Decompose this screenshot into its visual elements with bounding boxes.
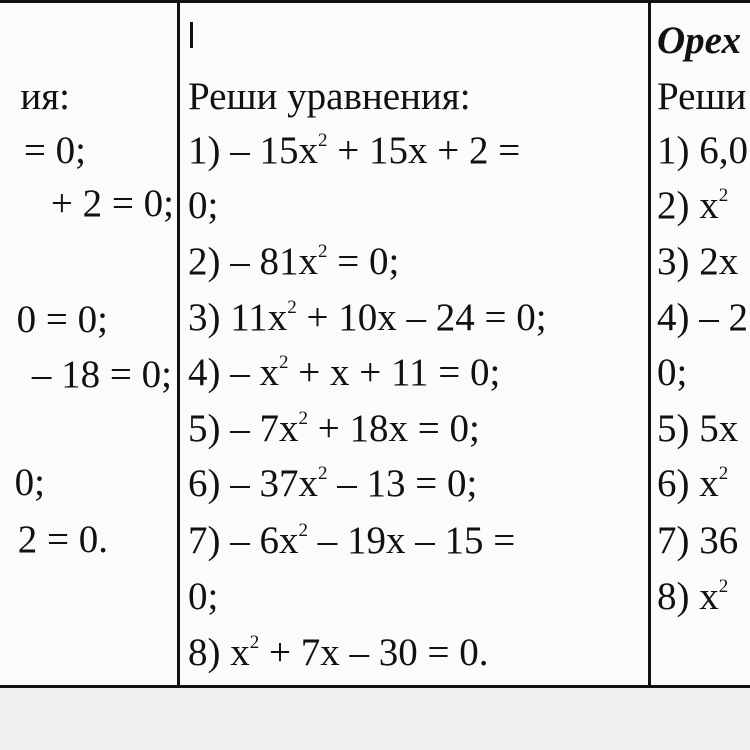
left-column bbox=[0, 0, 178, 688]
left-line: + 2 = 0; bbox=[50, 182, 174, 225]
right-title: Орех bbox=[657, 19, 741, 62]
exponent: 2 bbox=[298, 408, 308, 429]
equation-5-left: 5) – 7x bbox=[188, 407, 299, 450]
exponent: 2 bbox=[279, 352, 289, 373]
middle-heading: Реши уравнения: bbox=[188, 75, 471, 118]
right-line bbox=[657, 463, 728, 512]
equation-3-left: 3) 11x bbox=[188, 296, 288, 339]
equation-8-right: + 7x – 30 = 0. bbox=[259, 631, 489, 674]
exponent: 2 bbox=[249, 632, 260, 653]
equation-5-right: + 18x = 0; bbox=[308, 407, 480, 450]
equation-6-right: – 13 = 0; bbox=[327, 462, 478, 505]
equation-4 bbox=[188, 352, 500, 401]
equation-2-left: 2) – 81x bbox=[188, 240, 318, 283]
right-line: 1) 6,0 bbox=[657, 129, 748, 172]
middle-column bbox=[180, 0, 648, 688]
equation-4-left: 4) – x bbox=[188, 351, 279, 394]
right-line-2: 2) x bbox=[657, 184, 719, 227]
right-line-6: 6) x bbox=[657, 462, 719, 505]
column-divider-left bbox=[177, 0, 180, 688]
blank-area bbox=[0, 688, 750, 750]
equation-1-continuation: 0; bbox=[188, 184, 219, 227]
equation-2 bbox=[188, 241, 399, 290]
exponent: 2 bbox=[318, 463, 328, 484]
equation-7-continuation: 0; bbox=[188, 575, 219, 618]
right-line: 5) 5x bbox=[657, 407, 739, 450]
exponent: 2 bbox=[318, 241, 328, 262]
equation-7-right: – 19x – 15 = bbox=[308, 519, 516, 562]
exponent: 2 bbox=[318, 130, 328, 151]
equation-6-left: 6) – 37x bbox=[188, 462, 318, 505]
table-top-border bbox=[0, 0, 750, 3]
equation-3-right: + 10x – 24 = 0; bbox=[296, 296, 547, 339]
equation-6 bbox=[188, 463, 477, 512]
right-line: 0; bbox=[657, 351, 688, 394]
equation-5 bbox=[188, 408, 480, 457]
right-line: 4) – 2 bbox=[657, 296, 748, 339]
left-line: 2 = 0. bbox=[17, 518, 108, 561]
column-divider-right bbox=[648, 0, 651, 688]
header-mark bbox=[190, 22, 193, 48]
left-line: 0; bbox=[14, 461, 45, 504]
exponent: 2 bbox=[287, 297, 297, 318]
equation-7-left: 7) – 6x bbox=[188, 519, 299, 562]
exponent: 2 bbox=[718, 576, 729, 597]
equation-1-right: + 15x + 2 = bbox=[327, 129, 521, 172]
right-heading: Реши bbox=[657, 75, 747, 118]
right-line bbox=[657, 185, 728, 234]
equation-4-right: + x + 11 = 0; bbox=[288, 351, 501, 394]
left-line: ия: bbox=[20, 75, 70, 118]
equation-1-left: 1) – 15x bbox=[188, 129, 318, 172]
left-line: 0 = 0; bbox=[16, 298, 108, 341]
right-line: 7) 36 bbox=[657, 519, 739, 562]
equation-7 bbox=[188, 520, 515, 569]
exponent: 2 bbox=[718, 463, 729, 484]
equation-2-right: = 0; bbox=[327, 240, 400, 283]
equation-8 bbox=[188, 632, 489, 681]
right-line-8: 8) x bbox=[657, 575, 719, 618]
left-line: = 0; bbox=[23, 129, 86, 172]
right-line bbox=[657, 576, 728, 625]
right-column bbox=[652, 0, 750, 688]
left-line: – 18 = 0; bbox=[31, 353, 172, 396]
exponent: 2 bbox=[298, 520, 308, 541]
equation-3 bbox=[188, 297, 547, 346]
equation-8-left: 8) x bbox=[188, 631, 250, 674]
right-line: 3) 2x bbox=[657, 240, 739, 283]
exponent: 2 bbox=[718, 185, 729, 206]
equation-1 bbox=[188, 130, 520, 179]
